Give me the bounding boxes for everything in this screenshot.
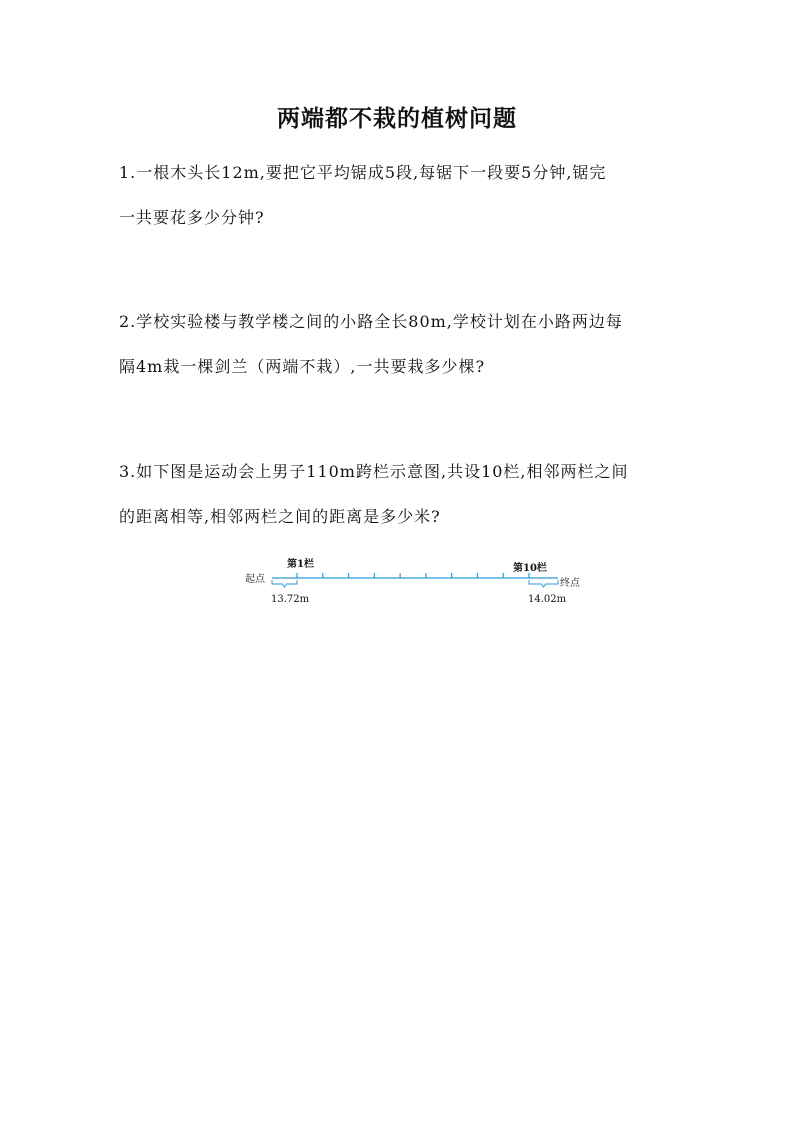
question-1-line-1 xyxy=(119,150,689,195)
first-hurdle-label: 第1栏 xyxy=(287,559,314,570)
question-2-line-1 xyxy=(119,299,689,344)
question-2 xyxy=(119,299,689,389)
end-distance-label: 14.02m xyxy=(528,594,567,605)
start-distance-label: 13.72m xyxy=(271,594,310,605)
question-1-line-2: 一共要花多少分钟? xyxy=(119,208,265,227)
question-3-line-1 xyxy=(119,449,689,494)
question-3-text-1: 如下图是运动会上男子110m跨栏示意图,共设10栏,相邻两栏之间 xyxy=(136,462,629,481)
end-distance-brace xyxy=(529,580,558,587)
start-distance-brace xyxy=(272,580,297,587)
last-hurdle-label: 第10栏 xyxy=(513,563,547,574)
question-2-text-1: 学校实验楼与教学楼之间的小路全长80m,学校计划在小路两边每 xyxy=(136,312,623,331)
question-2-number: 2. xyxy=(119,312,137,331)
page-title: 两端都不栽的植树问题 xyxy=(277,106,517,132)
question-3 xyxy=(119,449,689,539)
question-3-number: 3. xyxy=(119,462,137,481)
question-2-line-2: 隔4m栽一棵剑兰（两端不栽）,一共要栽多少棵? xyxy=(119,357,486,376)
question-3-line-2: 的距离相等,相邻两栏之间的距离是多少米? xyxy=(119,507,441,526)
end-label: 终点 xyxy=(560,578,580,589)
question-1-text-1: 一根木头长12m,要把它平均锯成5段,每锯下一段要5分钟,锯完 xyxy=(136,163,607,182)
question-1-number: 1. xyxy=(119,163,137,182)
start-label: 起点 xyxy=(245,574,265,585)
hurdle-diagram-svg xyxy=(240,552,580,612)
hurdle-ticks xyxy=(297,573,529,578)
question-1 xyxy=(119,150,689,240)
hurdle-diagram xyxy=(240,552,580,612)
